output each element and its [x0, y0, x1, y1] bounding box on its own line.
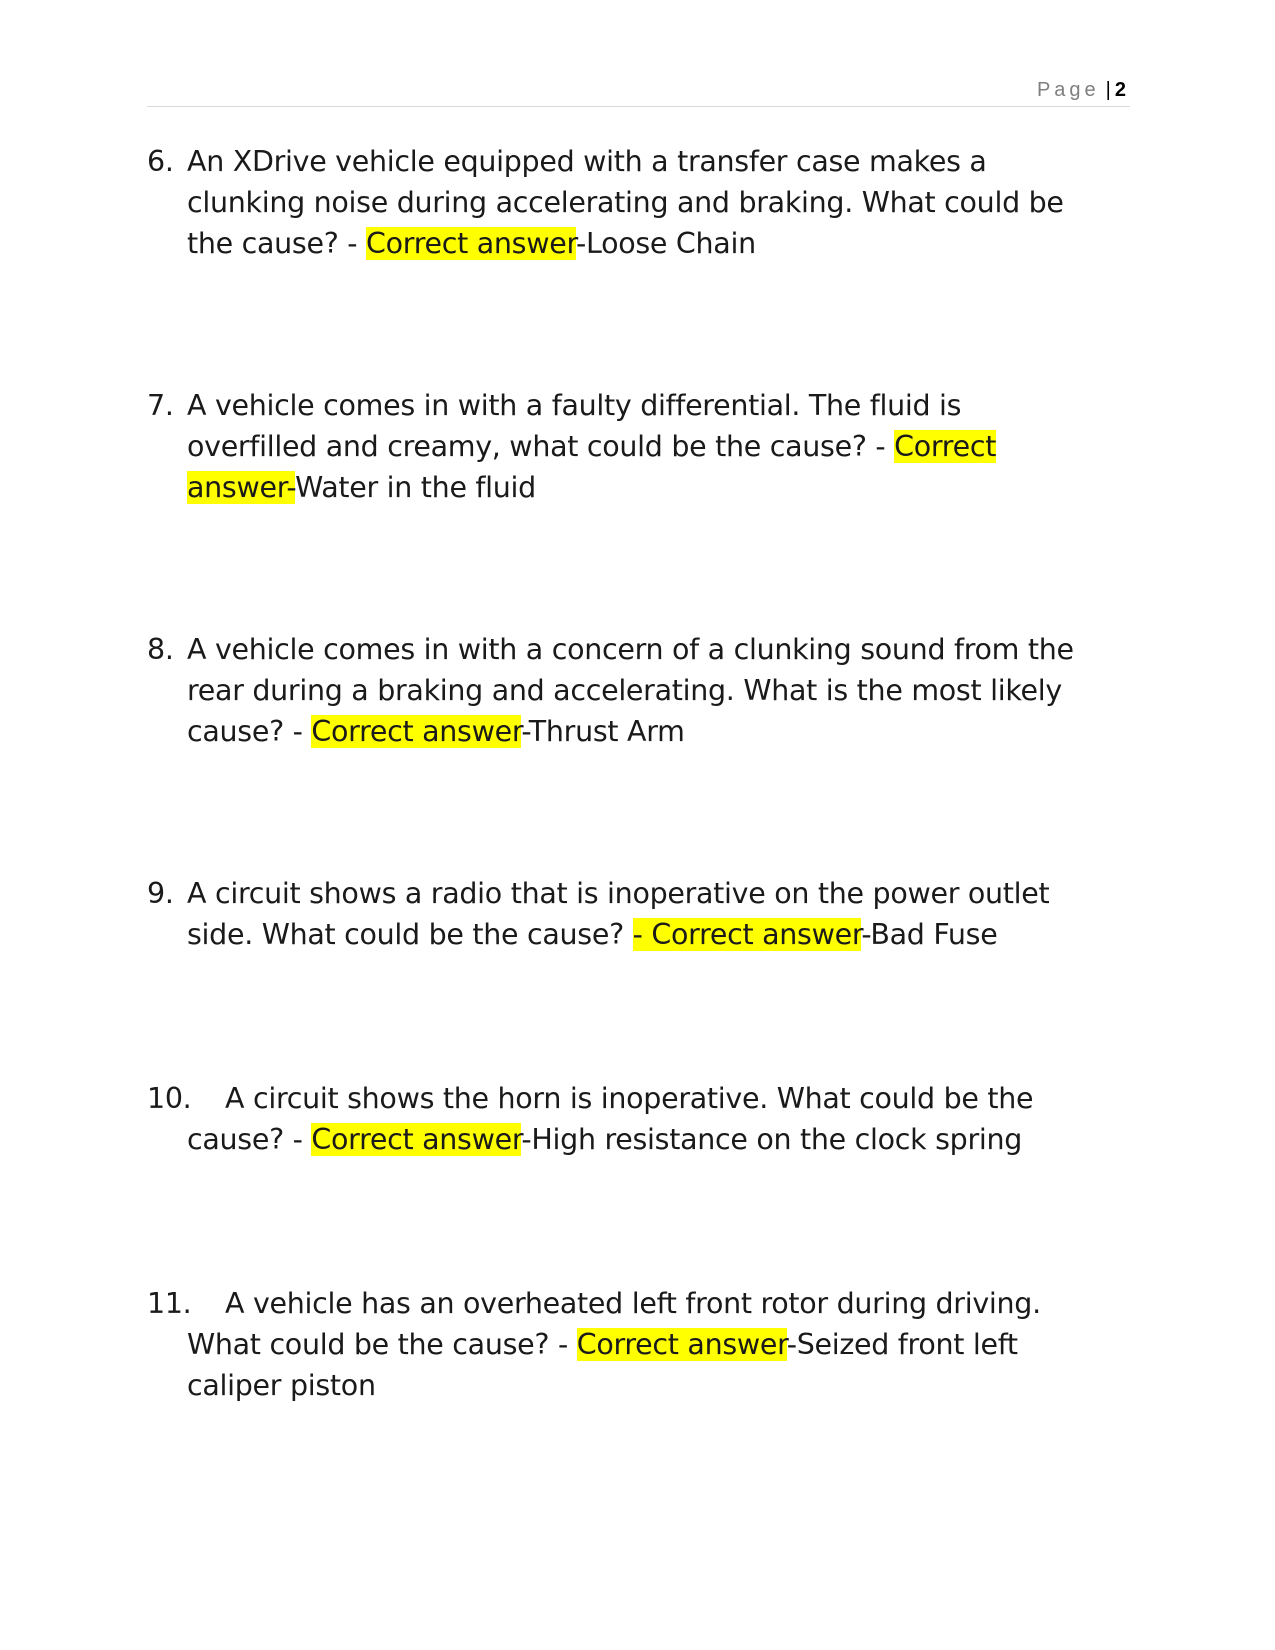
question-11 — [147, 1283, 1132, 1406]
answer-highlight: Correct — [894, 430, 997, 463]
question-number: 11. — [147, 1287, 192, 1320]
answer-text: -Loose Chain — [576, 227, 756, 260]
page-header — [147, 70, 1130, 107]
question-line: cause? - Correct answer-Thrust Arm — [187, 715, 685, 748]
answer-highlight: Correct answer — [366, 227, 577, 260]
question-line: A vehicle comes in with a faulty differential. The fluid is — [187, 389, 962, 422]
answer-text: -High resistance on the clock spring — [521, 1123, 1023, 1156]
question-line: cause? - Correct answer-High resistance on the clock spring — [187, 1123, 1023, 1156]
question-6 — [147, 141, 1132, 264]
question-text — [187, 1283, 1132, 1406]
question-line: A circuit shows the horn is inoperative. What could be the — [225, 1082, 1034, 1115]
question-line — [187, 467, 1132, 508]
question-text — [187, 629, 1132, 752]
question-number: 8. — [147, 633, 174, 666]
question-number: 7. — [147, 389, 174, 422]
answer-highlight: - Correct answer — [632, 918, 862, 951]
question-number: 10. — [147, 1082, 192, 1115]
answer-highlight: Correct answer — [311, 1123, 522, 1156]
answer-text: Water in the fluid — [295, 471, 536, 504]
question-text — [187, 873, 1132, 955]
answer-text: -Seized front left — [786, 1328, 1018, 1361]
page-label: Page — [1036, 79, 1100, 101]
question-line: caliper piston — [187, 1369, 376, 1402]
answer-text: -Thrust Arm — [521, 715, 685, 748]
question-line: A vehicle comes in with a concern of a clunking sound from the — [187, 633, 1074, 666]
question-text — [187, 1078, 1132, 1160]
question-8 — [147, 629, 1132, 752]
answer-text: -Bad Fuse — [861, 918, 998, 951]
question-line: What could be the cause? - Correct answer-Seized front left — [187, 1328, 1018, 1361]
question-7 — [147, 385, 1132, 508]
question-line: A vehicle has an overheated left front rotor during driving. — [225, 1287, 1041, 1320]
question-text — [187, 385, 1132, 508]
question-line: An XDrive vehicle equipped with a transfer case makes a — [187, 145, 987, 178]
page-separator: | — [1105, 79, 1111, 101]
question-number: 6. — [147, 145, 174, 178]
answer-highlight: answer- — [187, 471, 296, 504]
question-number: 9. — [147, 877, 174, 910]
question-line: clunking noise during accelerating and braking. What could be — [187, 186, 1064, 219]
answer-highlight: Correct answer — [311, 715, 522, 748]
answer-highlight: Correct answer — [576, 1328, 787, 1361]
question-line: side. What could be the cause? - Correct answer-Bad Fuse — [187, 918, 998, 951]
question-line: the cause? - Correct answer-Loose Chain — [187, 227, 756, 260]
question-text — [187, 141, 1132, 264]
question-line: A circuit shows a radio that is inoperative on the power outlet — [187, 877, 1050, 910]
question-9 — [147, 873, 1132, 955]
question-line: overfilled and creamy, what could be the cause? - Correct — [187, 430, 997, 463]
question-line: rear during a braking and accelerating. What is the most likely — [187, 674, 1062, 707]
page-indicator — [1037, 78, 1126, 102]
page-number: 2 — [1114, 79, 1126, 101]
question-10 — [147, 1078, 1132, 1160]
